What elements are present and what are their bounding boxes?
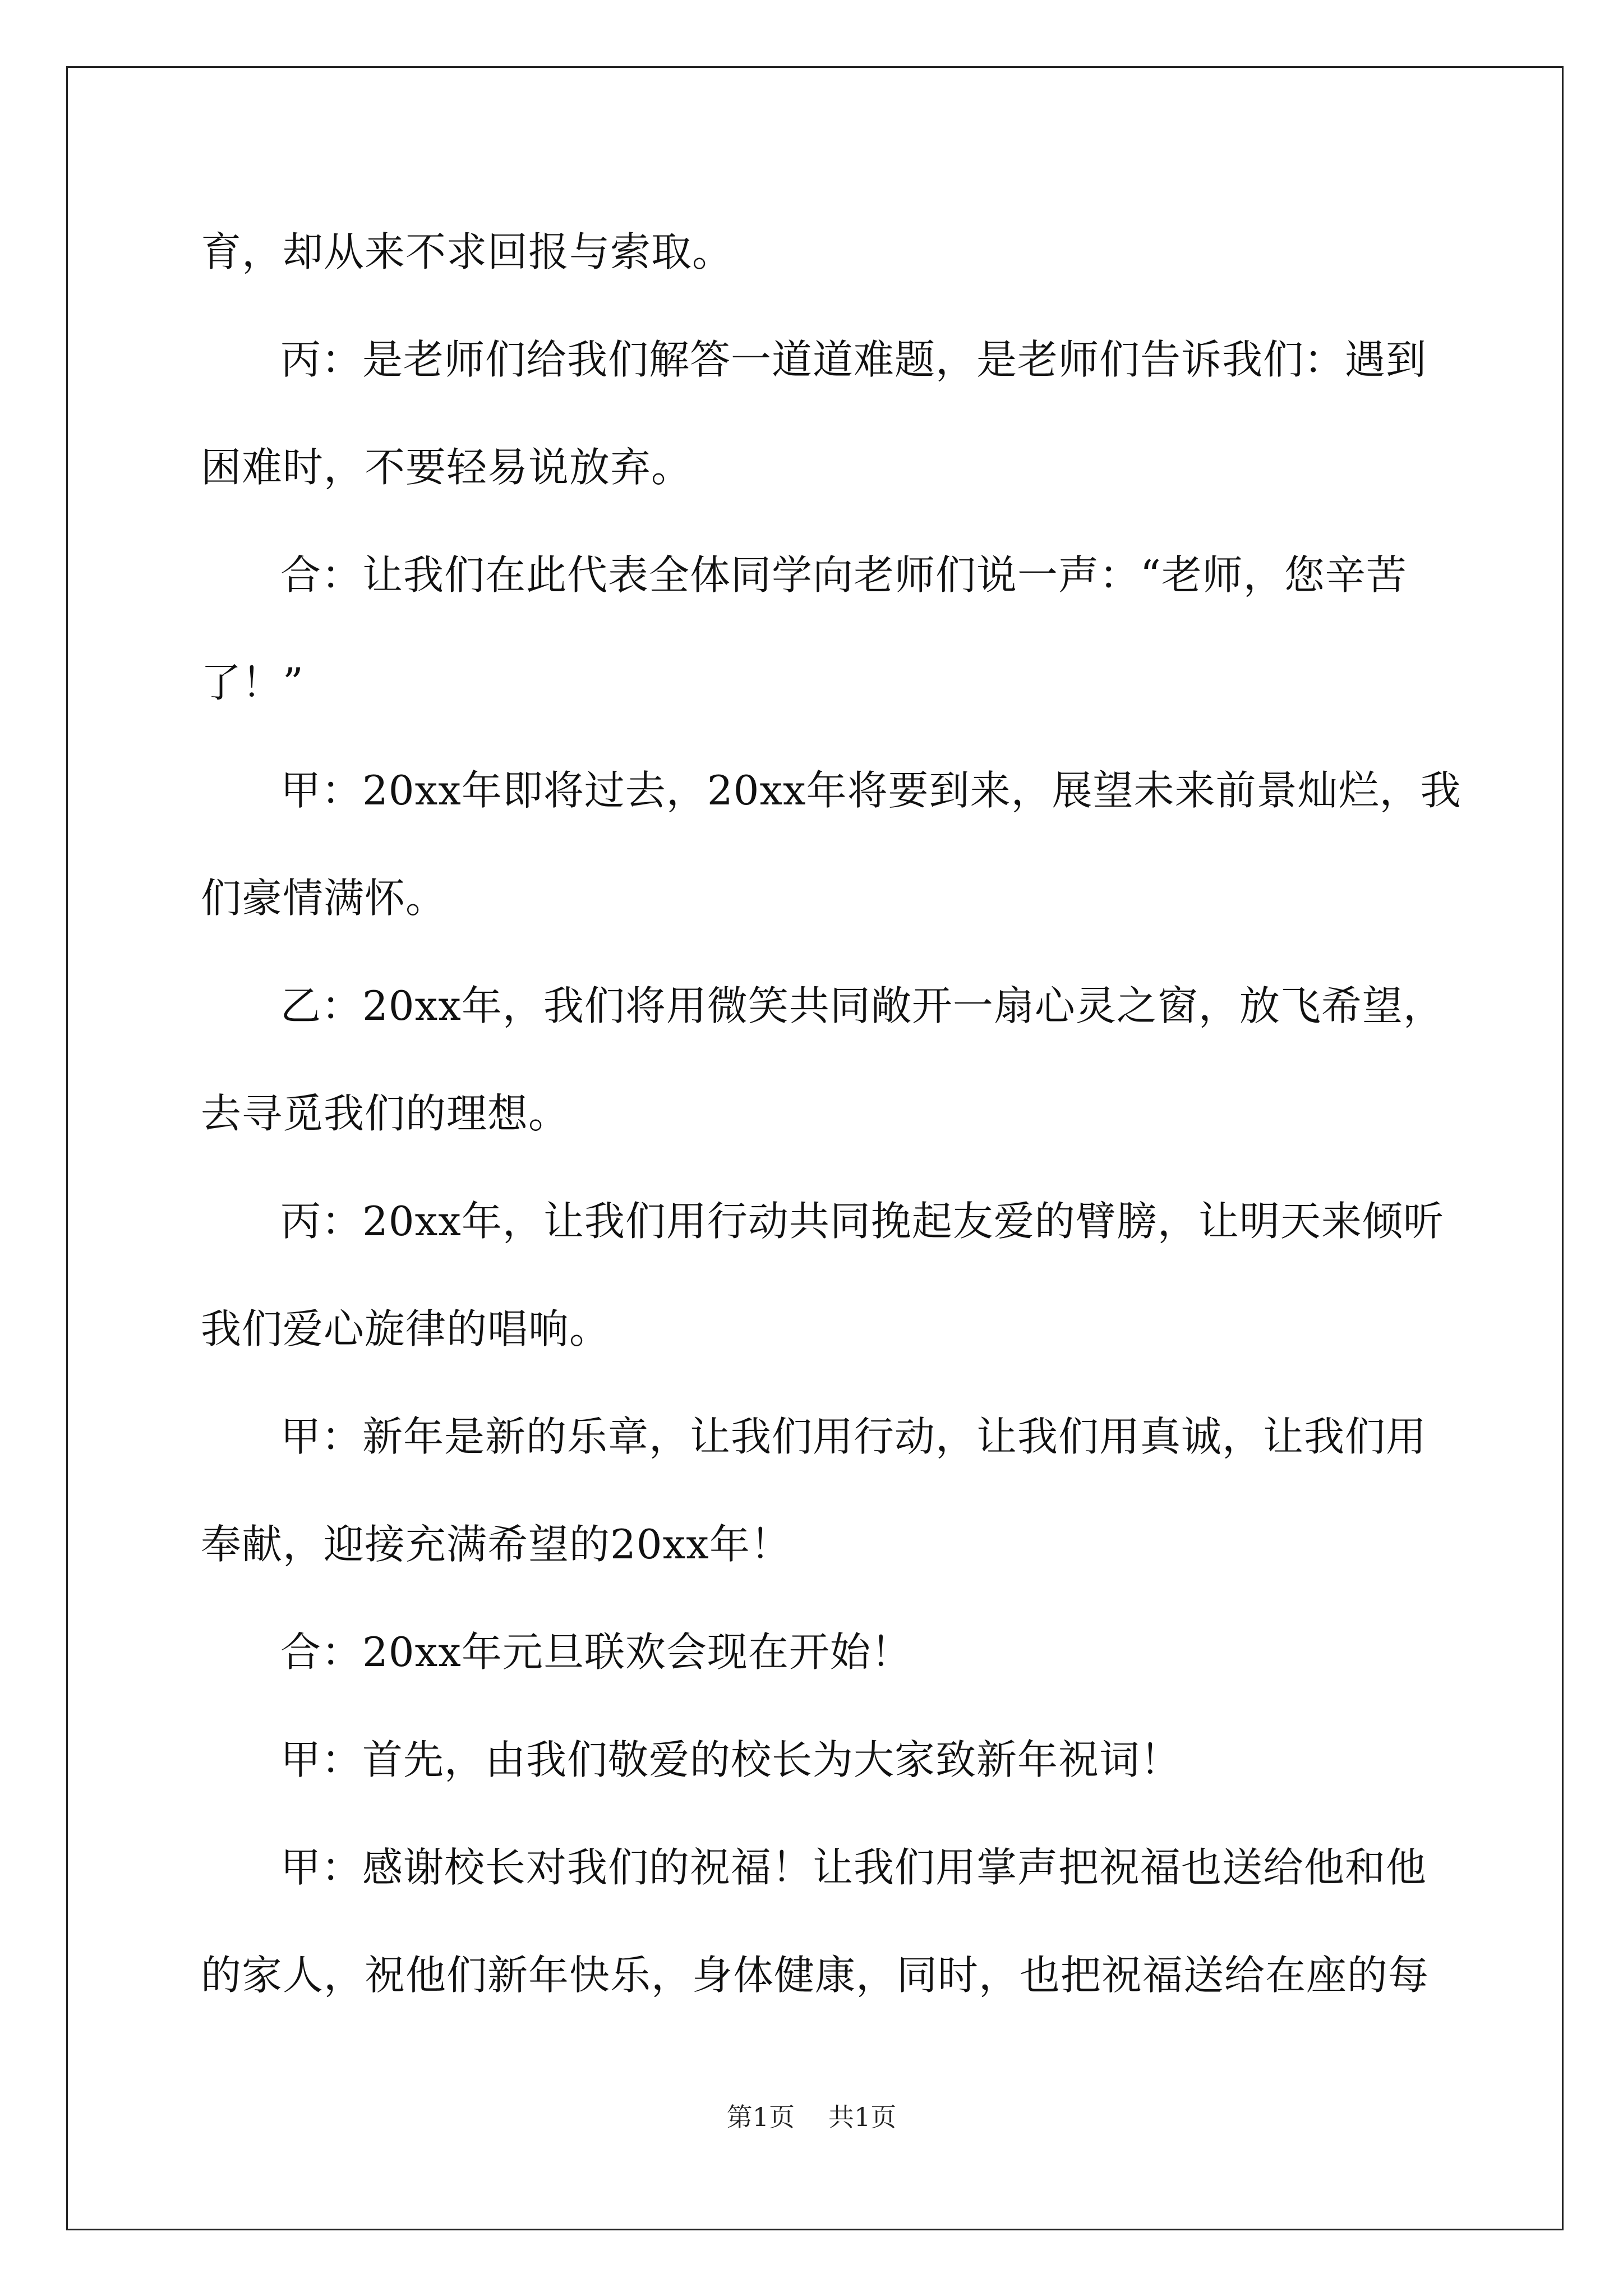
text-line-15: 甲：首先，由我们敬爱的校长为大家致新年祝词！: [280, 1736, 1182, 1783]
text-line-17: 的家人，祝他们新年快乐，身体健康，同时，也把祝福送给在座的每: [201, 1952, 1430, 1999]
text-line-6: 甲：20xx年即将过去，20xx年将要到来，展望未来前景灿烂，我: [280, 767, 1461, 814]
text-line-7: 们豪情满怀。: [201, 875, 447, 922]
total-pages: 共1页: [828, 2102, 897, 2132]
text-line-16: 甲：感谢校长对我们的祝福！让我们用掌声把祝福也送给他和他: [280, 1844, 1427, 1891]
text-line-3: 困难时，不要轻易说放弃。: [201, 444, 693, 491]
text-line-13: 奉献，迎接充满希望的20xx年！: [201, 1521, 791, 1568]
text-line-11: 我们爱心旋律的唱响。: [201, 1305, 611, 1352]
text-line-8: 乙：20xx年，我们将用微笑共同敞开一扇心灵之窗，放飞希望，: [280, 982, 1444, 1029]
text-line-4: 合：让我们在此代表全体同学向老师们说一声：“老师，您辛苦: [280, 551, 1407, 599]
text-line-10: 丙：20xx年，让我们用行动共同挽起友爱的臂膀，让明天来倾听: [280, 1198, 1444, 1245]
text-line-9: 去寻觅我们的理想。: [201, 1090, 570, 1137]
page-border: [66, 66, 1564, 2230]
text-line-5: 了！”: [201, 659, 304, 706]
text-line-2: 丙：是老师们给我们解答一道道难题，是老师们告诉我们：遇到: [280, 336, 1427, 383]
page-footer: [0, 2097, 1623, 2134]
text-line-14: 合：20xx年元旦联欢会现在开始！: [280, 1628, 912, 1676]
text-line-1: 育，却从来不求回报与索取。: [201, 228, 734, 275]
page-number: 第1页: [726, 2102, 795, 2132]
text-line-12: 甲：新年是新的乐章，让我们用行动，让我们用真诚，让我们用: [280, 1413, 1427, 1460]
